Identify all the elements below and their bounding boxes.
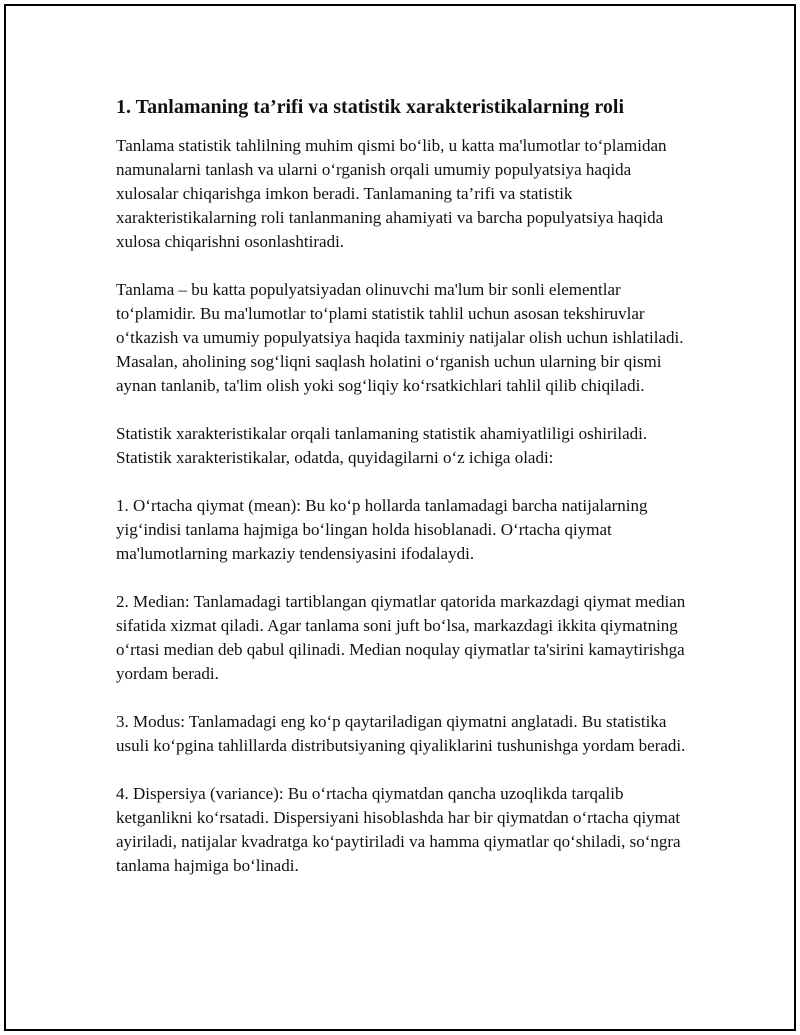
paragraph-characteristics: Statistik xarakteristikalar orqali tanlamaning statistik ahamiyatliligi oshiriladi. Statistik xarakteristikalar, odatda, quyidagilarni oʻz ichiga oladi:	[116, 424, 648, 467]
paragraph-median: 2. Median: Tanlamadagi tartiblangan qiymatlar qatorida markazdagi qiymat median sifatida xizmat qiladi. Agar tanlama soni juft boʻlsa, markazdagi ikkita qiymatning oʻrtasi median deb qabul qilinadi. Median noqulay qiymatlar ta'sirini kamaytirishga yordam beradi.	[116, 592, 686, 683]
paragraph-variance: 4. Dispersiya (variance): Bu oʻrtacha qiymatdan qancha uzoqlikda tarqalib ketganlikni koʻrsatadi. Dispersiyani hisoblashda har bir qiymatdan oʻrtacha qiymat ayiriladi, natijalar kvadratga koʻpaytiriladi va hamma qiymatlar qoʻshiladi, soʻngra tanlama hajmiga boʻlinadi.	[116, 784, 681, 875]
paragraph-intro: Tanlama statistik tahlilning muhim qismi boʻlib, u katta ma'lumotlar toʻplamidan namunalarni tanlash va ularni oʻrganish orqali umumiy populyatsiya haqida xulosalar chiqarishga imkon beradi. Tanlamaning ta’rifi va statistik xarakteristikalarning roli tanlanmaning ahamiyati va barcha populyatsiya haqida xulosa chiqarishni osonlashtiradi.	[116, 136, 667, 251]
section-heading: 1. Tanlamaning ta’rifi va statistik xarakteristikalarning roli	[116, 96, 624, 118]
paragraph-definition: Tanlama – bu katta populyatsiyadan olinuvchi ma'lum bir sonli elementlar toʻplamidir. Bu ma'lumotlar toʻplami statistik tahlil uchun asosan tekshiruvlar oʻtkazish va umumiy populyatsiya haqida taxminiy natijalar olish uchun ishlatiladi. Masalan, aholining sogʻliqni saqlash holatini oʻrganish uchun ularning bir qismi aynan tanlanib, ta'lim olish yoki sogʻliqiy koʻrsatkichlari tahlil qilib chiqiladi.	[116, 280, 684, 395]
paragraph-mean: 1. Oʻrtacha qiymat (mean): Bu koʻp hollarda tanlamadagi barcha natijalarning yigʻindisi tanlama hajmiga boʻlingan holda hisoblanadi. Oʻrtacha qiymat ma'lumotlarning markaziy tendensiyasini ifodalaydi.	[116, 496, 648, 563]
document-body	[116, 92, 696, 902]
paragraph-mode: 3. Modus: Tanlamadagi eng koʻp qaytariladigan qiymatni anglatadi. Bu statistika usuli koʻpgina tahlillarda distributsiyaning qiyaliklarini tushunishga yordam beradi.	[116, 712, 686, 755]
